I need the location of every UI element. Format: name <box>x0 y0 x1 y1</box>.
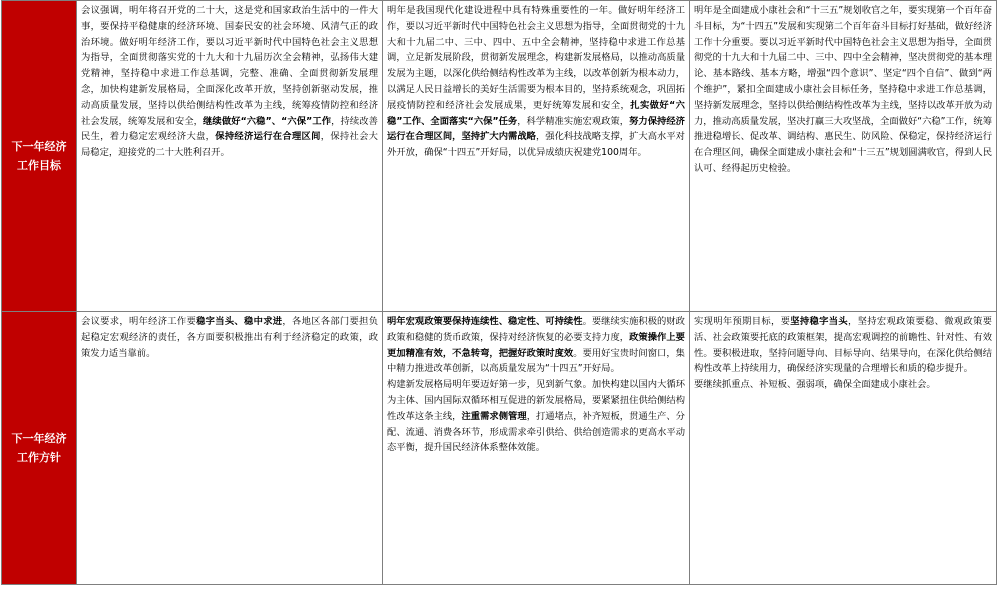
body-text: ，各地区各部门要担负起稳定宏观经济的责任，各方面要积极推出有利于经济稳定的政策，政策发力适当靠前。 <box>81 316 378 359</box>
body-text: 明年是全面建成小康社会和“十三五”规划收官之年，要实现第一个百年奋斗目标，为“十四五”发展和实现第二个百年奋斗目标打好基础，做好经济工作十分重要。要以习近平新时代中国特色社会主义思想为指导，全面贯彻党的十九大和十九届二中、三中、四中全会精神，坚决贯彻党的基本理论、基本路线、基本方略，增强“四个意识”、坚定“四个自信”、做到“两个维护”，紧扣全面建成小康社会目标任务，坚持稳中求进工作总基调，坚持新发展理念，坚持以供给侧结构性改革为主线，坚持以改革开放为动力，推动高质量发展，坚决打赢三大攻坚战，全面做好“六稳”工作，统筹推进稳增长、促改革、调结构、惠民生、防风险、保稳定，保持经济运行在合理区间，确保全面建成小康社会和“十三五”规划圆满收官，得到人民认可、经得起历史检验。 <box>694 5 992 174</box>
guidelines-cell-2021 <box>77 312 383 585</box>
emphasized-text: 注重需求侧管理 <box>461 410 527 422</box>
emphasized-text: 扎实做好“六稳”工作、全面落实“六保”任务 <box>387 99 685 127</box>
goals-cell-2021 <box>77 1 383 312</box>
body-text: 。要用好宝贵时间窗口，集中精力推进改革创新，以高质量发展为“十四五”开好局。 <box>387 347 685 375</box>
guidelines-cell-2020 <box>383 312 690 585</box>
body-text: ，科学精准实施宏观政策， <box>517 115 630 127</box>
emphasized-text: 继续做好“六稳”、“六保”工作 <box>203 115 332 127</box>
body-text: ，保持社会大局稳定，迎接党的二十大胜利召开。 <box>81 131 378 159</box>
body-text: 会议要求，明年经济工作要 <box>81 316 197 327</box>
table-row-work-goals <box>2 1 997 312</box>
policy-comparison-table <box>1 0 997 585</box>
body-text: 构建新发展格局明年要迈好第一步，见到新气象。加快构建以国内大循环为主体、国内国际双循环相互促进的新发展格局，要紧紧扭住供给侧结构性改革这条主线， <box>387 379 685 422</box>
emphasized-text: 保持经济运行在合理区间 <box>215 131 321 143</box>
goals-cell-2020 <box>383 1 690 312</box>
emphasized-text: 稳字当头、稳中求进 <box>196 316 283 327</box>
body-text: 明年是我国现代化建设进程中具有特殊重要性的一年。做好明年经济工作，要以习近平新时代中国特色社会主义思想为指导，全面贯彻党的十九大和十九届二中、三中、四中、五中全会精神，坚持稳中求进工作总基调，立足新发展阶段，贯彻新发展理念，构建新发展格局，以推动高质量发展为主题，以深化供给侧结构性改革为主线，以改革创新为根本动力，以满足人民日益增长的美好生活需要为根本目的，坚持系统观念，巩固拓展疫情防控和经济社会发展成果，更好统筹发展和安全， <box>387 5 685 111</box>
table-row-work-guidelines <box>2 312 997 585</box>
body-text: ，强化科技战略支撑，扩大高水平对外开放，确保“十四五”开好局，以优异成绩庆祝建党100周年。 <box>387 131 685 159</box>
emphasized-text: 坚持稳字当头 <box>790 316 848 327</box>
emphasized-text: 努力保持经济运行在合理区间，坚持扩大内需战略 <box>387 115 685 143</box>
body-text: ，打通堵点，补齐短板，贯通生产、分配、流通、消费各环节，形成需求牵引供给、供给创造需求的更高水平动态平衡，提升国民经济体系整体效能。 <box>387 410 685 454</box>
body-text: ，持续改善民生，着力稳定宏观经济大盘， <box>81 115 378 143</box>
body-text: ，坚持宏观政策要稳、微观政策要活、社会政策要托底的政策框架，提高宏观调控的前瞻性、针对性、有效性。要积极进取，坚持问题导向、目标导向、结果导向，在深化供给侧结构性改革上持续用力，确保经济实现量的合理增长和质的稳步提升。 <box>694 316 992 375</box>
row-header-work-goals: 下一年经济工作目标 <box>2 1 77 312</box>
row-header-work-guidelines: 下一年经济工作方针 <box>2 312 77 585</box>
emphasized-text: 明年宏观政策要保持连续性、稳定性、可持续性 <box>387 316 583 327</box>
emphasized-text: 政策操作上要更加精准有效，不急转弯，把握好政策时度效 <box>387 331 685 359</box>
body-text: 实现明年预期目标，要 <box>694 316 791 327</box>
body-text: 。要继续实施积极的财政政策和稳健的货币政策，保持对经济恢复的必要支持力度， <box>387 316 685 343</box>
body-text: 要继续抓重点、补短板、强弱项，确保全面建成小康社会。 <box>694 379 936 391</box>
body-text: 会议强调，明年将召开党的二十大，这是党和国家政治生活中的一件大事，要保持平稳健康的经济环境、国泰民安的社会环境、风清气正的政治环境。做好明年经济工作，要以习近平新时代中国特色社会主义思想为指导，全面贯彻落实党的十九大和十九届历次全会精神，弘扬伟大建党精神，坚持稳中求进工作总基调，完整、准确、全面贯彻新发展理念，加快构建新发展格局，全面深化改革开放，坚持创新驱动发展，推动高质量发展，坚持以供给侧结构性改革为主线，统筹疫情防控和经济社会发展，统筹发展和安全， <box>81 5 378 127</box>
goals-cell-2019 <box>690 1 997 312</box>
guidelines-cell-2019 <box>690 312 997 585</box>
